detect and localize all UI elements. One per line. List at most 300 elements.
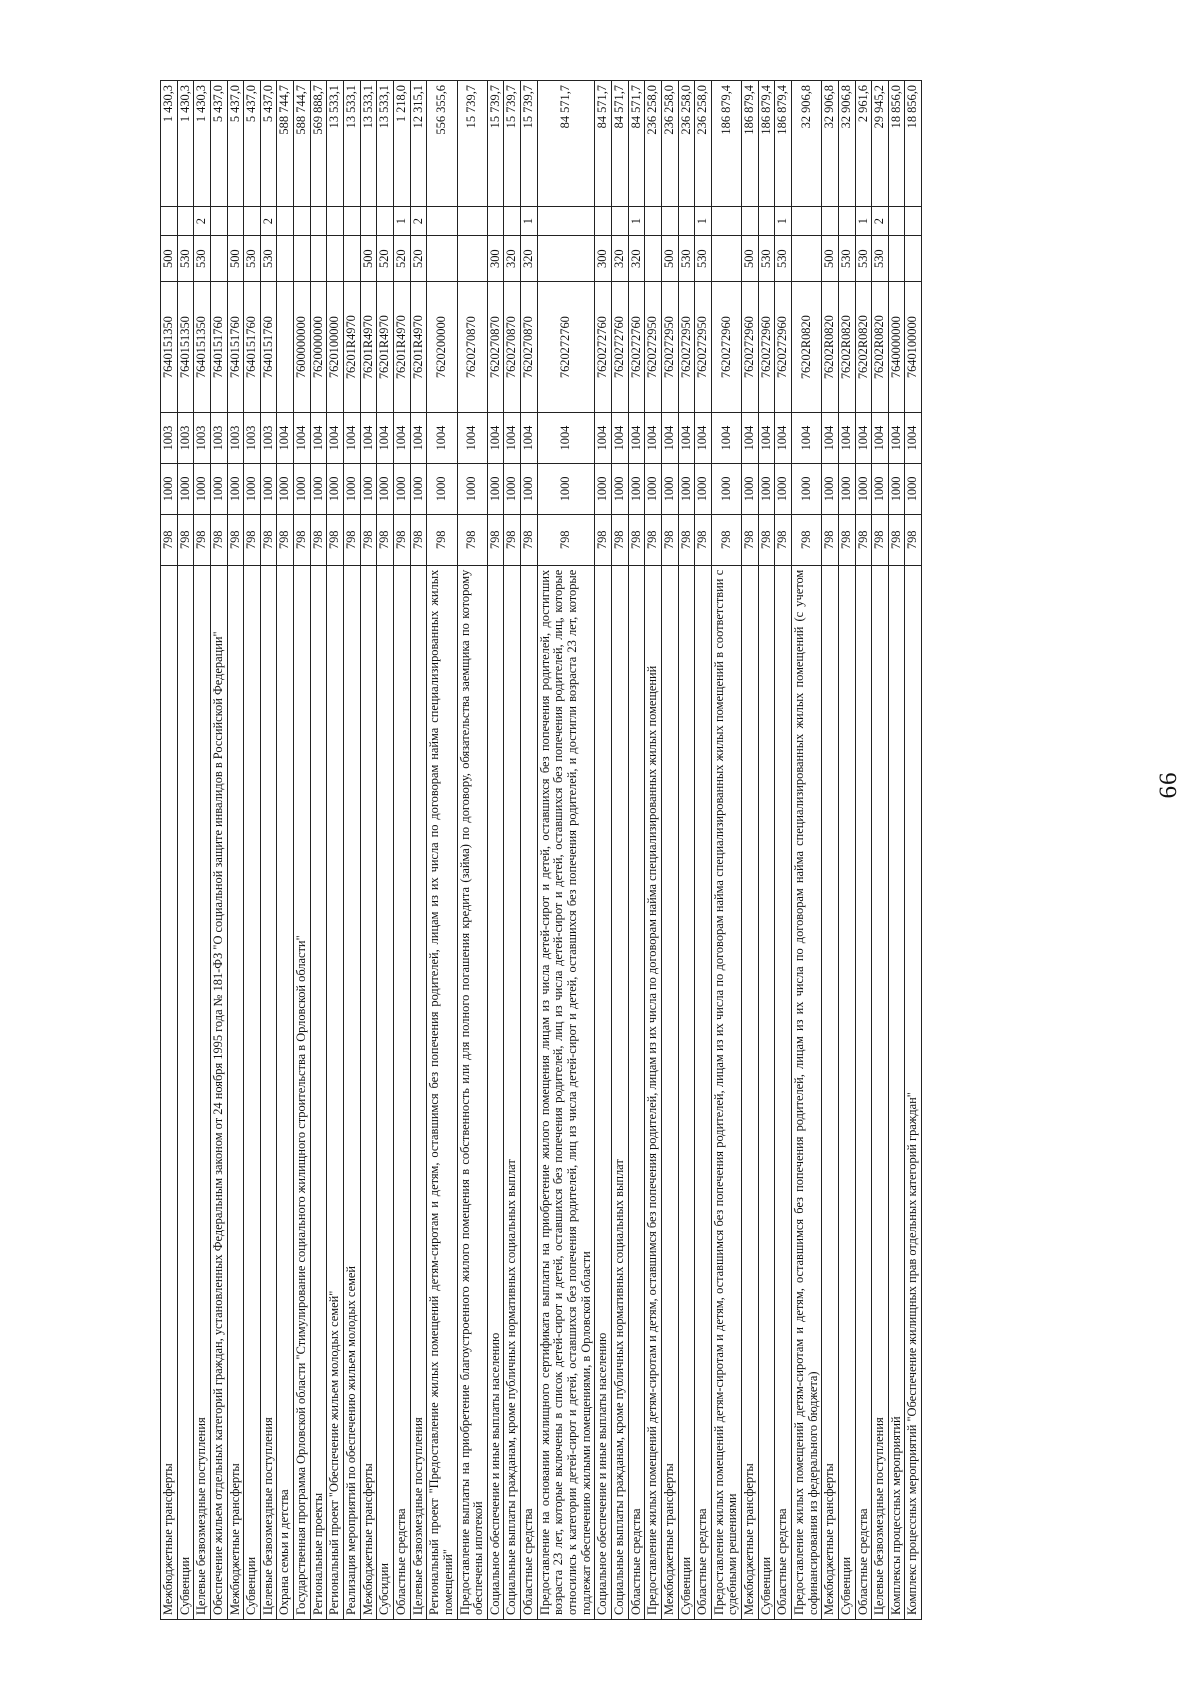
row-name: Социальные выплаты гражданам, кроме публичных нормативных социальных выплат — [611, 565, 628, 1619]
amount: 13 533,1 — [344, 81, 361, 207]
rotated-page-content — [70, 80, 1200, 1620]
table-row — [393, 81, 410, 1620]
row-name: Областные средства — [521, 565, 538, 1619]
target-article-code: 7640151760 — [260, 282, 277, 413]
row-name: Областные средства — [628, 565, 645, 1619]
amount: 13 533,1 — [360, 81, 377, 207]
expense-type-code: 500 — [822, 236, 839, 282]
subsection-code: 1004 — [377, 413, 394, 464]
amount: 84 571,7 — [595, 81, 612, 207]
section-code: 1000 — [177, 463, 194, 514]
section-code: 1000 — [260, 463, 277, 514]
amount: 18 856,0 — [888, 81, 905, 207]
expense-type-code: 530 — [855, 236, 872, 282]
row-name: Региональный проект "Предоставление жилых помещений детям-сиротам и детям, оставшимся без попечения родителей, лицам из их числа по договорам найма специализированных жилых помещений" — [427, 565, 457, 1619]
ministry-code: 798 — [758, 514, 775, 565]
expense-type-code — [905, 236, 922, 282]
funding-source-code: 1 — [695, 207, 712, 236]
ministry-code: 798 — [645, 514, 662, 565]
target-article-code: 76202R0820 — [838, 282, 855, 413]
subsection-code: 1004 — [905, 413, 922, 464]
ministry-code: 798 — [595, 514, 612, 565]
expense-type-code: 500 — [227, 236, 244, 282]
subsection-code: 1003 — [177, 413, 194, 464]
subsection-code: 1004 — [410, 413, 427, 464]
section-code: 1000 — [611, 463, 628, 514]
expense-type-code — [294, 236, 311, 282]
section-code: 1000 — [457, 463, 487, 514]
funding-source-code — [611, 207, 628, 236]
funding-source-code — [360, 207, 377, 236]
section-code: 1000 — [227, 463, 244, 514]
ministry-code: 798 — [742, 514, 759, 565]
subsection-code: 1004 — [277, 413, 294, 464]
target-article-code: 76202R0820 — [822, 282, 839, 413]
subsection-code: 1004 — [775, 413, 792, 464]
row-name: Межбюджетные трансферты — [742, 565, 759, 1619]
expense-type-code: 500 — [661, 236, 678, 282]
target-article-code — [277, 282, 294, 413]
table-row — [678, 81, 695, 1620]
amount: 29 945,2 — [872, 81, 889, 207]
funding-source-code — [595, 207, 612, 236]
expense-type-code: 520 — [377, 236, 394, 282]
funding-source-code — [678, 207, 695, 236]
target-article-code: 76201R4970 — [360, 282, 377, 413]
table-row — [410, 81, 427, 1620]
expense-type-code — [310, 236, 327, 282]
section-code: 1000 — [487, 463, 504, 514]
row-name: Межбюджетные трансферты — [227, 565, 244, 1619]
amount: 15 739,7 — [457, 81, 487, 207]
expense-type-code: 500 — [742, 236, 759, 282]
amount: 1 430,3 — [194, 81, 211, 207]
table-row — [161, 81, 178, 1620]
ministry-code: 798 — [695, 514, 712, 565]
ministry-code: 798 — [177, 514, 194, 565]
section-code: 1000 — [838, 463, 855, 514]
amount: 32 906,8 — [838, 81, 855, 207]
section-code: 1000 — [521, 463, 538, 514]
expense-type-code — [344, 236, 361, 282]
row-name: Межбюджетные трансферты — [661, 565, 678, 1619]
ministry-code: 798 — [294, 514, 311, 565]
funding-source-code — [344, 207, 361, 236]
expense-type-code: 530 — [244, 236, 261, 282]
table-row — [611, 81, 628, 1620]
expense-type-code: 530 — [838, 236, 855, 282]
table-row — [210, 81, 227, 1620]
expense-type-code: 530 — [872, 236, 889, 282]
amount: 1 430,3 — [161, 81, 178, 207]
target-article-code: 7620272960 — [758, 282, 775, 413]
expense-type-code — [427, 236, 457, 282]
subsection-code: 1004 — [628, 413, 645, 464]
table-row — [695, 81, 712, 1620]
funding-source-code: 2 — [194, 207, 211, 236]
ministry-code: 798 — [194, 514, 211, 565]
funding-source-code — [277, 207, 294, 236]
funding-source-code — [310, 207, 327, 236]
expense-type-code: 320 — [628, 236, 645, 282]
target-article-code: 7620272960 — [711, 282, 741, 413]
funding-source-code: 2 — [872, 207, 889, 236]
row-name: Социальные выплаты гражданам, кроме публичных нормативных социальных выплат — [504, 565, 521, 1619]
ministry-code: 798 — [310, 514, 327, 565]
table-row — [775, 81, 792, 1620]
subsection-code: 1004 — [327, 413, 344, 464]
row-name: Целевые безвозмездные поступления — [194, 565, 211, 1619]
amount: 186 879,4 — [775, 81, 792, 207]
row-name: Межбюджетные трансферты — [822, 565, 839, 1619]
target-article-code: 7620272760 — [595, 282, 612, 413]
amount: 186 879,4 — [711, 81, 741, 207]
target-article-code: 7640151760 — [244, 282, 261, 413]
subsection-code: 1004 — [427, 413, 457, 464]
target-article-code: 76202R0820 — [855, 282, 872, 413]
funding-source-code: 1 — [855, 207, 872, 236]
budget-table — [160, 80, 922, 1620]
ministry-code: 798 — [678, 514, 695, 565]
ministry-code: 798 — [504, 514, 521, 565]
section-code: 1000 — [758, 463, 775, 514]
amount: 84 571,7 — [628, 81, 645, 207]
target-article-code: 7640000000 — [888, 282, 905, 413]
funding-source-code — [161, 207, 178, 236]
section-code: 1000 — [905, 463, 922, 514]
target-article-code: 7640100000 — [905, 282, 922, 413]
row-name: Областные средства — [695, 565, 712, 1619]
target-article-code: 7620272950 — [661, 282, 678, 413]
amount: 569 888,7 — [310, 81, 327, 207]
amount: 18 856,0 — [905, 81, 922, 207]
target-article-code: 76201R4970 — [393, 282, 410, 413]
target-article-code: 7620200000 — [427, 282, 457, 413]
section-code: 1000 — [427, 463, 457, 514]
amount: 84 571,7 — [611, 81, 628, 207]
table-row — [310, 81, 327, 1620]
section-code: 1000 — [678, 463, 695, 514]
target-article-code: 7620270870 — [521, 282, 538, 413]
subsection-code: 1004 — [310, 413, 327, 464]
funding-source-code — [487, 207, 504, 236]
row-name: Областные средства — [393, 565, 410, 1619]
section-code: 1000 — [344, 463, 361, 514]
funding-source-code — [822, 207, 839, 236]
subsection-code: 1004 — [645, 413, 662, 464]
budget-table-body — [161, 81, 922, 1620]
row-name: Социальное обеспечение и иные выплаты населению — [595, 565, 612, 1619]
amount: 236 258,0 — [645, 81, 662, 207]
section-code: 1000 — [742, 463, 759, 514]
section-code: 1000 — [695, 463, 712, 514]
section-code: 1000 — [855, 463, 872, 514]
table-row — [521, 81, 538, 1620]
target-article-code: 7620272950 — [645, 282, 662, 413]
subsection-code: 1004 — [872, 413, 889, 464]
section-code: 1000 — [377, 463, 394, 514]
subsection-code: 1004 — [393, 413, 410, 464]
table-row — [872, 81, 889, 1620]
expense-type-code: 320 — [611, 236, 628, 282]
table-row — [888, 81, 905, 1620]
row-name: Региональный проект "Обеспечение жильем молодых семей" — [327, 565, 344, 1619]
target-article-code: 7620100000 — [327, 282, 344, 413]
row-name: Межбюджетные трансферты — [360, 565, 377, 1619]
funding-source-code — [427, 207, 457, 236]
expense-type-code — [537, 236, 595, 282]
target-article-code: 7620270870 — [457, 282, 487, 413]
expense-type-code: 500 — [161, 236, 178, 282]
amount: 556 355,6 — [427, 81, 457, 207]
subsection-code: 1004 — [294, 413, 311, 464]
section-code: 1000 — [327, 463, 344, 514]
funding-source-code — [537, 207, 595, 236]
subsection-code: 1004 — [521, 413, 538, 464]
table-row — [537, 81, 595, 1620]
funding-source-code — [327, 207, 344, 236]
section-code: 1000 — [791, 463, 821, 514]
expense-type-code — [888, 236, 905, 282]
ministry-code: 798 — [711, 514, 741, 565]
subsection-code: 1003 — [227, 413, 244, 464]
table-row — [822, 81, 839, 1620]
amount: 5 437,0 — [244, 81, 261, 207]
subsection-code: 1004 — [695, 413, 712, 464]
amount: 236 258,0 — [661, 81, 678, 207]
ministry-code: 798 — [410, 514, 427, 565]
amount: 13 533,1 — [377, 81, 394, 207]
subsection-code: 1004 — [758, 413, 775, 464]
funding-source-code: 2 — [260, 207, 277, 236]
ministry-code: 798 — [791, 514, 821, 565]
table-row — [838, 81, 855, 1620]
target-article-code: 7600000000 — [294, 282, 311, 413]
funding-source-code — [645, 207, 662, 236]
funding-source-code — [210, 207, 227, 236]
row-name: Региональные проекты — [310, 565, 327, 1619]
table-row — [227, 81, 244, 1620]
section-code: 1000 — [822, 463, 839, 514]
amount: 1 430,3 — [177, 81, 194, 207]
table-row — [645, 81, 662, 1620]
ministry-code: 798 — [537, 514, 595, 565]
section-code: 1000 — [161, 463, 178, 514]
target-article-code: 76201R4970 — [377, 282, 394, 413]
expense-type-code — [645, 236, 662, 282]
table-row — [487, 81, 504, 1620]
expense-type-code: 520 — [410, 236, 427, 282]
row-name: Предоставление на основании жилищного сертификата выплаты на приобретение жилого помещения лицам из числа детей-сирот и детей, оставшихся без попечения родителей, достигших возраста 23 лет, которые включены в список детей-сирот и детей, оставшихся без попечения родителей, лиц из числа детей-сирот и детей, оставшихся без попечения родителей, лиц, которые относились к категории детей-сирот и детей, оставшихся без попечения родителей, лиц из числа детей-сирот и детей, оставшихся без попечения родителей, и достигли возраста 23 лет, которые подлежат обеспечению жилыми помещениями, в Орловской области — [537, 565, 595, 1619]
funding-source-code: 1 — [628, 207, 645, 236]
expense-type-code: 520 — [393, 236, 410, 282]
section-code: 1000 — [277, 463, 294, 514]
row-name: Субсидии — [377, 565, 394, 1619]
row-name: Государственная программа Орловской области "Стимулирование социального жилищного строительства в Орловской области" — [294, 565, 311, 1619]
table-row — [344, 81, 361, 1620]
subsection-code: 1004 — [742, 413, 759, 464]
amount: 236 258,0 — [695, 81, 712, 207]
subsection-code: 1004 — [537, 413, 595, 464]
row-name: Социальное обеспечение и иные выплаты населению — [487, 565, 504, 1619]
amount: 32 906,8 — [791, 81, 821, 207]
funding-source-code — [758, 207, 775, 236]
row-name: Предоставление жилых помещений детям-сиротам и детям, оставшимся без попечения родителей, лицам из их числа по договорам найма специализированных жилых помещений (с учетом софинансирования из федерального бюджета) — [791, 565, 821, 1619]
ministry-code: 798 — [905, 514, 922, 565]
target-article-code: 7640151350 — [194, 282, 211, 413]
amount: 15 739,7 — [487, 81, 504, 207]
table-row — [294, 81, 311, 1620]
funding-source-code — [504, 207, 521, 236]
ministry-code: 798 — [210, 514, 227, 565]
row-name: Целевые безвозмездные поступления — [260, 565, 277, 1619]
ministry-code: 798 — [244, 514, 261, 565]
ministry-code: 798 — [838, 514, 855, 565]
ministry-code: 798 — [872, 514, 889, 565]
row-name: Субвенции — [177, 565, 194, 1619]
section-code: 1000 — [294, 463, 311, 514]
target-article-code: 76201R4970 — [410, 282, 427, 413]
amount: 12 315,1 — [410, 81, 427, 207]
target-article-code: 76202R0820 — [872, 282, 889, 413]
subsection-code: 1004 — [822, 413, 839, 464]
section-code: 1000 — [537, 463, 595, 514]
row-name: Субвенции — [678, 565, 695, 1619]
table-row — [427, 81, 457, 1620]
section-code: 1000 — [888, 463, 905, 514]
subsection-code: 1004 — [360, 413, 377, 464]
ministry-code: 798 — [855, 514, 872, 565]
subsection-code: 1004 — [595, 413, 612, 464]
ministry-code: 798 — [377, 514, 394, 565]
amount: 2 961,6 — [855, 81, 872, 207]
row-name: Субвенции — [838, 565, 855, 1619]
ministry-code: 798 — [161, 514, 178, 565]
amount: 15 739,7 — [504, 81, 521, 207]
section-code: 1000 — [410, 463, 427, 514]
row-name: Областные средства — [775, 565, 792, 1619]
row-name: Комплексы процессных мероприятий — [888, 565, 905, 1619]
ministry-code: 798 — [661, 514, 678, 565]
section-code: 1000 — [775, 463, 792, 514]
ministry-code: 798 — [457, 514, 487, 565]
ministry-code: 798 — [822, 514, 839, 565]
expense-type-code: 500 — [360, 236, 377, 282]
target-article-code: 76201R4970 — [344, 282, 361, 413]
table-row — [244, 81, 261, 1620]
table-row — [742, 81, 759, 1620]
funding-source-code — [377, 207, 394, 236]
target-article-code: 7640151350 — [177, 282, 194, 413]
funding-source-code — [227, 207, 244, 236]
amount: 84 571,7 — [537, 81, 595, 207]
ministry-code: 798 — [360, 514, 377, 565]
ministry-code: 798 — [327, 514, 344, 565]
target-article-code: 7640151760 — [227, 282, 244, 413]
funding-source-code — [888, 207, 905, 236]
subsection-code: 1003 — [194, 413, 211, 464]
row-name: Реализация мероприятий по обеспечению жильем молодых семей — [344, 565, 361, 1619]
ministry-code: 798 — [611, 514, 628, 565]
expense-type-code: 320 — [521, 236, 538, 282]
table-row — [711, 81, 741, 1620]
section-code: 1000 — [661, 463, 678, 514]
row-name: Предоставление выплаты на приобретение благоустроенного жилого помещения в собственность или для полного погашения кредита (займа) по договору, обязательства заемщика по которому обеспечены ипотекой — [457, 565, 487, 1619]
funding-source-code: 1 — [521, 207, 538, 236]
target-article-code: 7620272760 — [628, 282, 645, 413]
expense-type-code: 320 — [504, 236, 521, 282]
target-article-code: 7620270870 — [487, 282, 504, 413]
row-name: Комплекс процессных мероприятий "Обеспечение жилищных прав отдельных категорий граждан" — [905, 565, 922, 1619]
expense-type-code — [327, 236, 344, 282]
amount: 588 744,7 — [294, 81, 311, 207]
ministry-code: 798 — [628, 514, 645, 565]
subsection-code: 1004 — [611, 413, 628, 464]
funding-source-code — [244, 207, 261, 236]
ministry-code: 798 — [521, 514, 538, 565]
ministry-code: 798 — [344, 514, 361, 565]
funding-source-code: 1 — [393, 207, 410, 236]
section-code: 1000 — [360, 463, 377, 514]
target-article-code: 7640151350 — [161, 282, 178, 413]
row-name: Субвенции — [244, 565, 261, 1619]
subsection-code: 1004 — [678, 413, 695, 464]
expense-type-code: 530 — [758, 236, 775, 282]
table-row — [758, 81, 775, 1620]
table-row — [504, 81, 521, 1620]
subsection-code: 1004 — [487, 413, 504, 464]
expense-type-code: 300 — [487, 236, 504, 282]
amount: 5 437,0 — [260, 81, 277, 207]
ministry-code: 798 — [393, 514, 410, 565]
amount: 15 739,7 — [521, 81, 538, 207]
target-article-code: 7620272960 — [775, 282, 792, 413]
subsection-code: 1004 — [791, 413, 821, 464]
row-name: Предоставление жилых помещений детям-сиротам и детям, оставшимся без попечения родителей, лицам из их числа по договорам найма специализированных жилых помещений — [645, 565, 662, 1619]
target-article-code: 7620272950 — [678, 282, 695, 413]
target-article-code: 7620272950 — [695, 282, 712, 413]
target-article-code: 7620000000 — [310, 282, 327, 413]
subsection-code: 1004 — [661, 413, 678, 464]
table-row — [360, 81, 377, 1620]
row-name: Целевые безвозмездные поступления — [410, 565, 427, 1619]
subsection-code: 1004 — [838, 413, 855, 464]
table-row — [855, 81, 872, 1620]
subsection-code: 1003 — [161, 413, 178, 464]
section-code: 1000 — [711, 463, 741, 514]
row-name: Предоставление жилых помещений детям-сиротам и детям, оставшимся без попечения родителей, лицам из их числа по договорам найма специализированных жилых помещений в соответствии с судебными решениями — [711, 565, 741, 1619]
expense-type-code: 530 — [177, 236, 194, 282]
amount: 236 258,0 — [678, 81, 695, 207]
table-row — [791, 81, 821, 1620]
funding-source-code — [905, 207, 922, 236]
section-code: 1000 — [244, 463, 261, 514]
section-code: 1000 — [194, 463, 211, 514]
amount: 5 437,0 — [227, 81, 244, 207]
ministry-code: 798 — [427, 514, 457, 565]
ministry-code: 798 — [775, 514, 792, 565]
expense-type-code: 530 — [775, 236, 792, 282]
funding-source-code: 2 — [410, 207, 427, 236]
amount: 186 879,4 — [742, 81, 759, 207]
expense-type-code: 530 — [695, 236, 712, 282]
table-row — [377, 81, 394, 1620]
ministry-code: 798 — [487, 514, 504, 565]
expense-type-code — [457, 236, 487, 282]
table-row — [595, 81, 612, 1620]
funding-source-code — [742, 207, 759, 236]
target-article-code: 7620272960 — [742, 282, 759, 413]
